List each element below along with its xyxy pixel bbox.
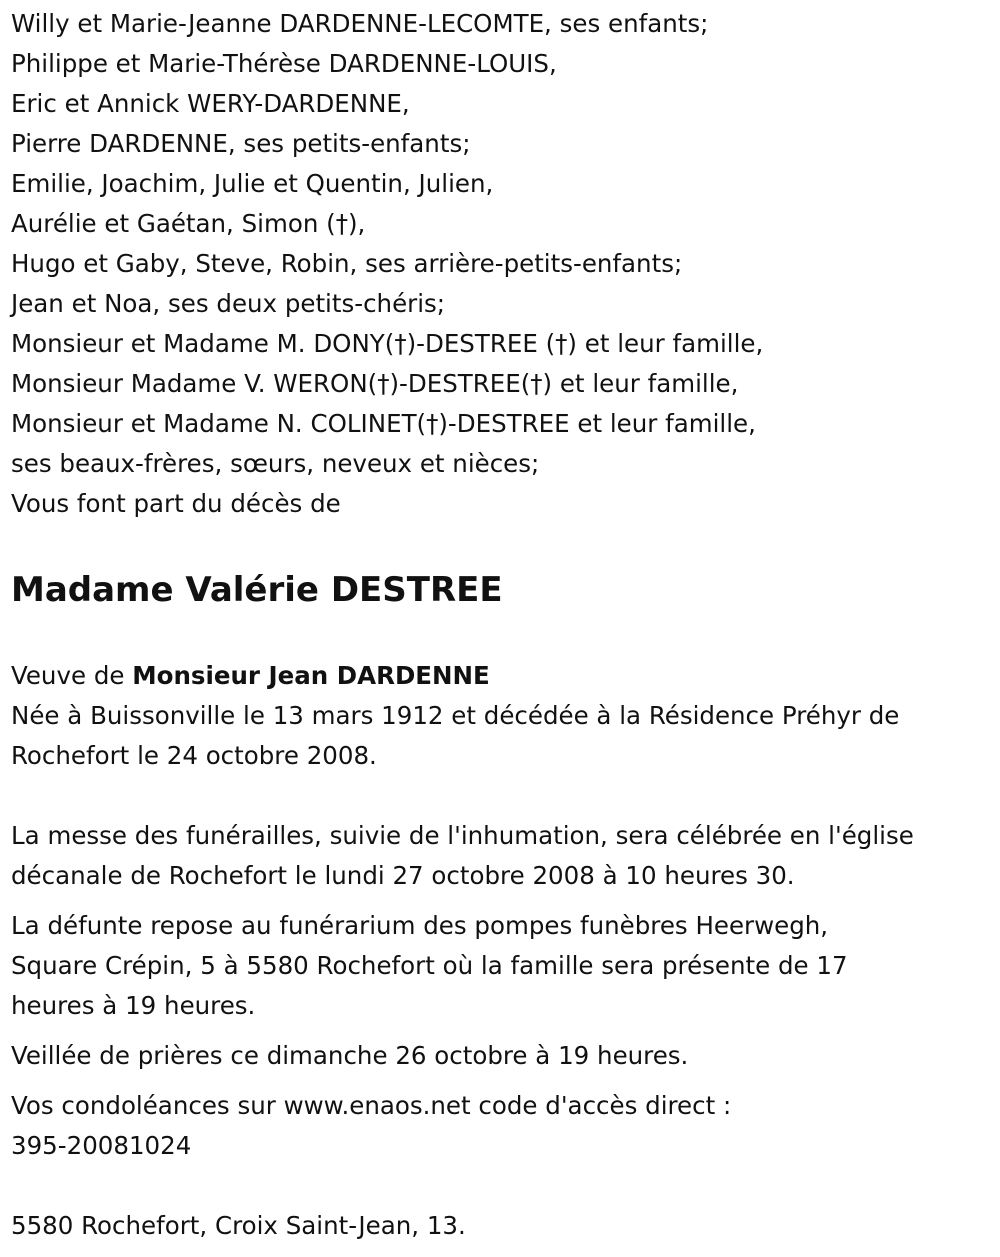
family-line: Monsieur Madame V. WERON(†)-DESTREE(†) et leur famille,: [11, 369, 739, 398]
family-line: Aurélie et Gaétan, Simon (†),: [11, 209, 366, 238]
mass-line: décanale de Rochefort le lundi 27 octobre 2008 à 10 heures 30.: [11, 861, 795, 890]
spouse-name: Monsieur Jean DARDENNE: [132, 661, 490, 690]
birth-death-line: Rochefort le 24 octobre 2008.: [11, 741, 377, 770]
condolences-line: Vos condoléances sur www.enaos.net code d'accès direct :: [11, 1091, 732, 1120]
obituary-notice: [11, 4, 991, 1246]
family-line: Pierre DARDENNE, ses petits-enfants;: [11, 129, 471, 158]
family-line: Emilie, Joachim, Julie et Quentin, Julien,: [11, 169, 494, 198]
family-line: Hugo et Gaby, Steve, Robin, ses arrière-petits-enfants;: [11, 249, 683, 278]
family-line: Monsieur et Madame M. DONY(†)-DESTREE (†) et leur famille,: [11, 329, 764, 358]
condolences-code: 395-20081024: [11, 1131, 192, 1160]
family-line: Willy et Marie-Jeanne DARDENNE-LECOMTE, ses enfants;: [11, 9, 709, 38]
address-line: 5580 Rochefort, Croix Saint-Jean, 13.: [11, 1211, 466, 1240]
family-line: ses beaux-frères, sœurs, neveux et nièces;: [11, 449, 540, 478]
mass-line: La messe des funérailles, suivie de l'inhumation, sera célébrée en l'église: [11, 821, 914, 850]
vigil-line: Veillée de prières ce dimanche 26 octobre à 19 heures.: [11, 1041, 689, 1070]
family-line: Monsieur et Madame N. COLINET(†)-DESTREE et leur famille,: [11, 409, 756, 438]
announcement-line: Vous font part du décès de: [11, 489, 341, 518]
widow-line: [11, 656, 991, 696]
family-line: Philippe et Marie-Thérèse DARDENNE-LOUIS,: [11, 49, 557, 78]
funerarium-line: La défunte repose au funérarium des pompes funèbres Heerwegh,: [11, 911, 829, 940]
family-line: Eric et Annick WERY-DARDENNE,: [11, 89, 410, 118]
deceased-name: Madame Valérie DESTREE: [11, 570, 503, 610]
birth-death-line: Née à Buissonville le 13 mars 1912 et décédée à la Résidence Préhyr de: [11, 701, 900, 730]
widow-prefix: Veuve de: [11, 661, 133, 690]
funerarium-line: Square Crépin, 5 à 5580 Rochefort où la famille sera présente de 17: [11, 951, 848, 980]
family-list: [11, 4, 991, 524]
family-line: Jean et Noa, ses deux petits-chéris;: [11, 289, 446, 318]
funerarium-line: heures à 19 heures.: [11, 991, 256, 1020]
